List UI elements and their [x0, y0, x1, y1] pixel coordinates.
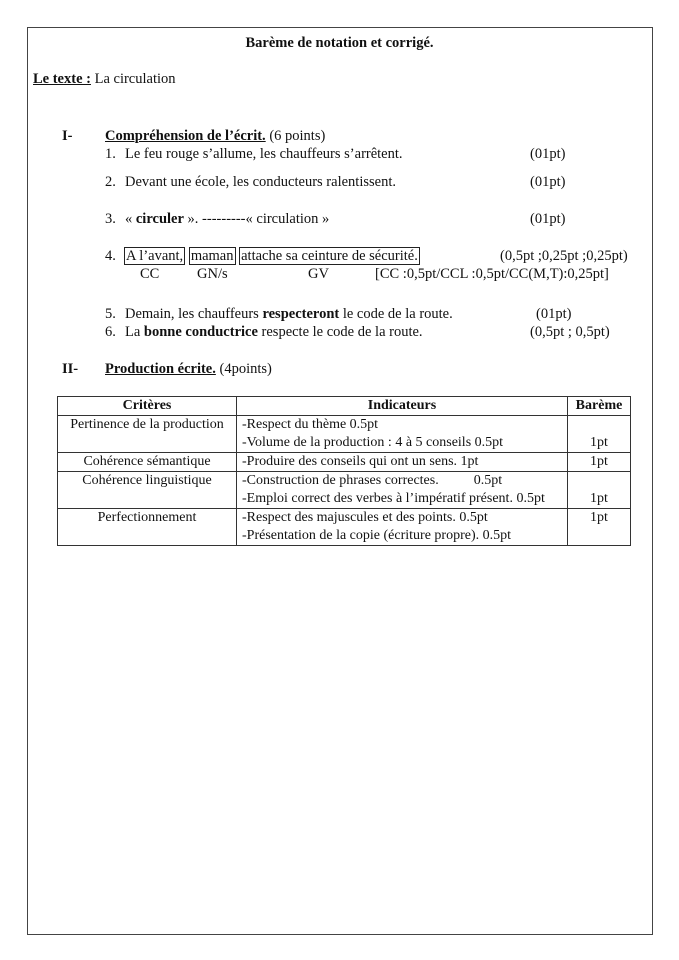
q5-post: le code de la route.	[342, 306, 453, 322]
section1-heading	[105, 127, 325, 145]
indicator-line: -Respect des majuscules et des points. 0.5pt	[242, 510, 488, 525]
q3-answer	[125, 210, 329, 228]
q5-keyword: respecteront	[262, 306, 340, 322]
indicator-line: -Produire des conseils qui ont un sens. 1pt	[242, 454, 479, 469]
q6-post: respecte le code de la route.	[261, 324, 423, 340]
grading-table	[57, 396, 631, 546]
table-row	[58, 472, 631, 509]
section1-number: I-	[62, 128, 73, 144]
q5-score: (01pt)	[536, 306, 572, 322]
table-row	[58, 416, 631, 453]
q2-answer: Devant une école, les conducteurs ralentissent.	[125, 174, 396, 190]
header-criteria: Critères	[58, 397, 237, 416]
score-cell: 1pt	[568, 453, 631, 472]
criterion-cell: Cohérence sémantique	[58, 453, 237, 472]
section2-number: II-	[62, 361, 79, 377]
header-score: Barème	[568, 397, 631, 416]
q6-pre: La	[125, 324, 141, 340]
q4-number: 4.	[105, 248, 116, 264]
q4-segment-cc: A l’avant,	[126, 248, 184, 264]
q6-number: 6.	[105, 324, 116, 340]
criterion-cell: Cohérence linguistique	[58, 472, 237, 509]
section2-points: (4points)	[219, 361, 272, 377]
page-title: Barème de notation et corrigé.	[245, 35, 434, 51]
q5-pre: Demain, les chauffeurs	[125, 306, 259, 322]
indicators-cell	[237, 509, 568, 546]
section2-title: Production écrite.	[105, 361, 216, 377]
q3-keyword: circuler	[135, 211, 184, 227]
criterion-cell: Perfectionnement	[58, 509, 237, 546]
indicator-line: -Emploi correct des verbes à l’impératif présent. 0.5pt	[242, 491, 545, 506]
q4-segment-gv: attache sa ceinture de sécurité.	[241, 248, 418, 264]
q1-score: (01pt)	[530, 146, 566, 162]
q5-number: 5.	[105, 306, 116, 322]
q1-answer: Le feu rouge s’allume, les chauffeurs s’arrêtent.	[125, 146, 403, 162]
table-row	[58, 509, 631, 546]
header-indicators: Indicateurs	[237, 397, 568, 416]
indicator-line: -Volume de la production : 4 à 5 conseils 0.5pt	[242, 435, 504, 450]
indicators-cell	[237, 453, 568, 472]
q3-pre: «	[125, 211, 133, 227]
q6-keyword: bonne conductrice	[143, 324, 258, 340]
q6-answer	[125, 323, 423, 341]
indicator-line: -Respect du thème 0.5pt	[242, 417, 379, 432]
section1-points: (6 points)	[269, 128, 326, 144]
q4-answer	[124, 247, 420, 265]
score-cell: 1pt	[568, 416, 631, 453]
indicator-line: -Construction de phrases correctes. 0.5pt	[242, 473, 503, 488]
table-row	[58, 453, 631, 472]
q4-label-gv: GV	[308, 266, 329, 282]
text-reference	[33, 70, 176, 88]
text-ref-label: Le texte :	[33, 71, 91, 87]
q3-post: ». ---------« circulation »	[187, 211, 330, 227]
q3-number: 3.	[105, 211, 116, 227]
criterion-cell: Pertinence de la production	[58, 416, 237, 453]
table-header-row	[58, 397, 631, 416]
q2-number: 2.	[105, 174, 116, 190]
score-cell: 1pt	[568, 509, 631, 546]
q5-answer	[125, 305, 453, 323]
q6-score: (0,5pt ; 0,5pt)	[530, 324, 610, 340]
indicators-cell	[237, 472, 568, 509]
text-ref-value: La circulation	[94, 71, 176, 87]
section1-title: Compréhension de l’écrit.	[105, 128, 266, 144]
q3-score: (01pt)	[530, 211, 566, 227]
q4-note: [CC :0,5pt/CCL :0,5pt/CC(M,T):0,25pt]	[375, 266, 609, 282]
q4-label-gns: GN/s	[197, 266, 228, 282]
q1-number: 1.	[105, 146, 116, 162]
q4-segment-gns: maman	[190, 248, 234, 264]
q4-score: (0,5pt ;0,25pt ;0,25pt)	[500, 248, 628, 264]
q4-label-cc: CC	[140, 266, 160, 282]
score-cell: 1pt	[568, 472, 631, 509]
indicator-line: -Présentation de la copie (écriture propre). 0.5pt	[242, 528, 512, 543]
section2-heading	[105, 360, 272, 378]
indicators-cell	[237, 416, 568, 453]
q2-score: (01pt)	[530, 174, 566, 190]
